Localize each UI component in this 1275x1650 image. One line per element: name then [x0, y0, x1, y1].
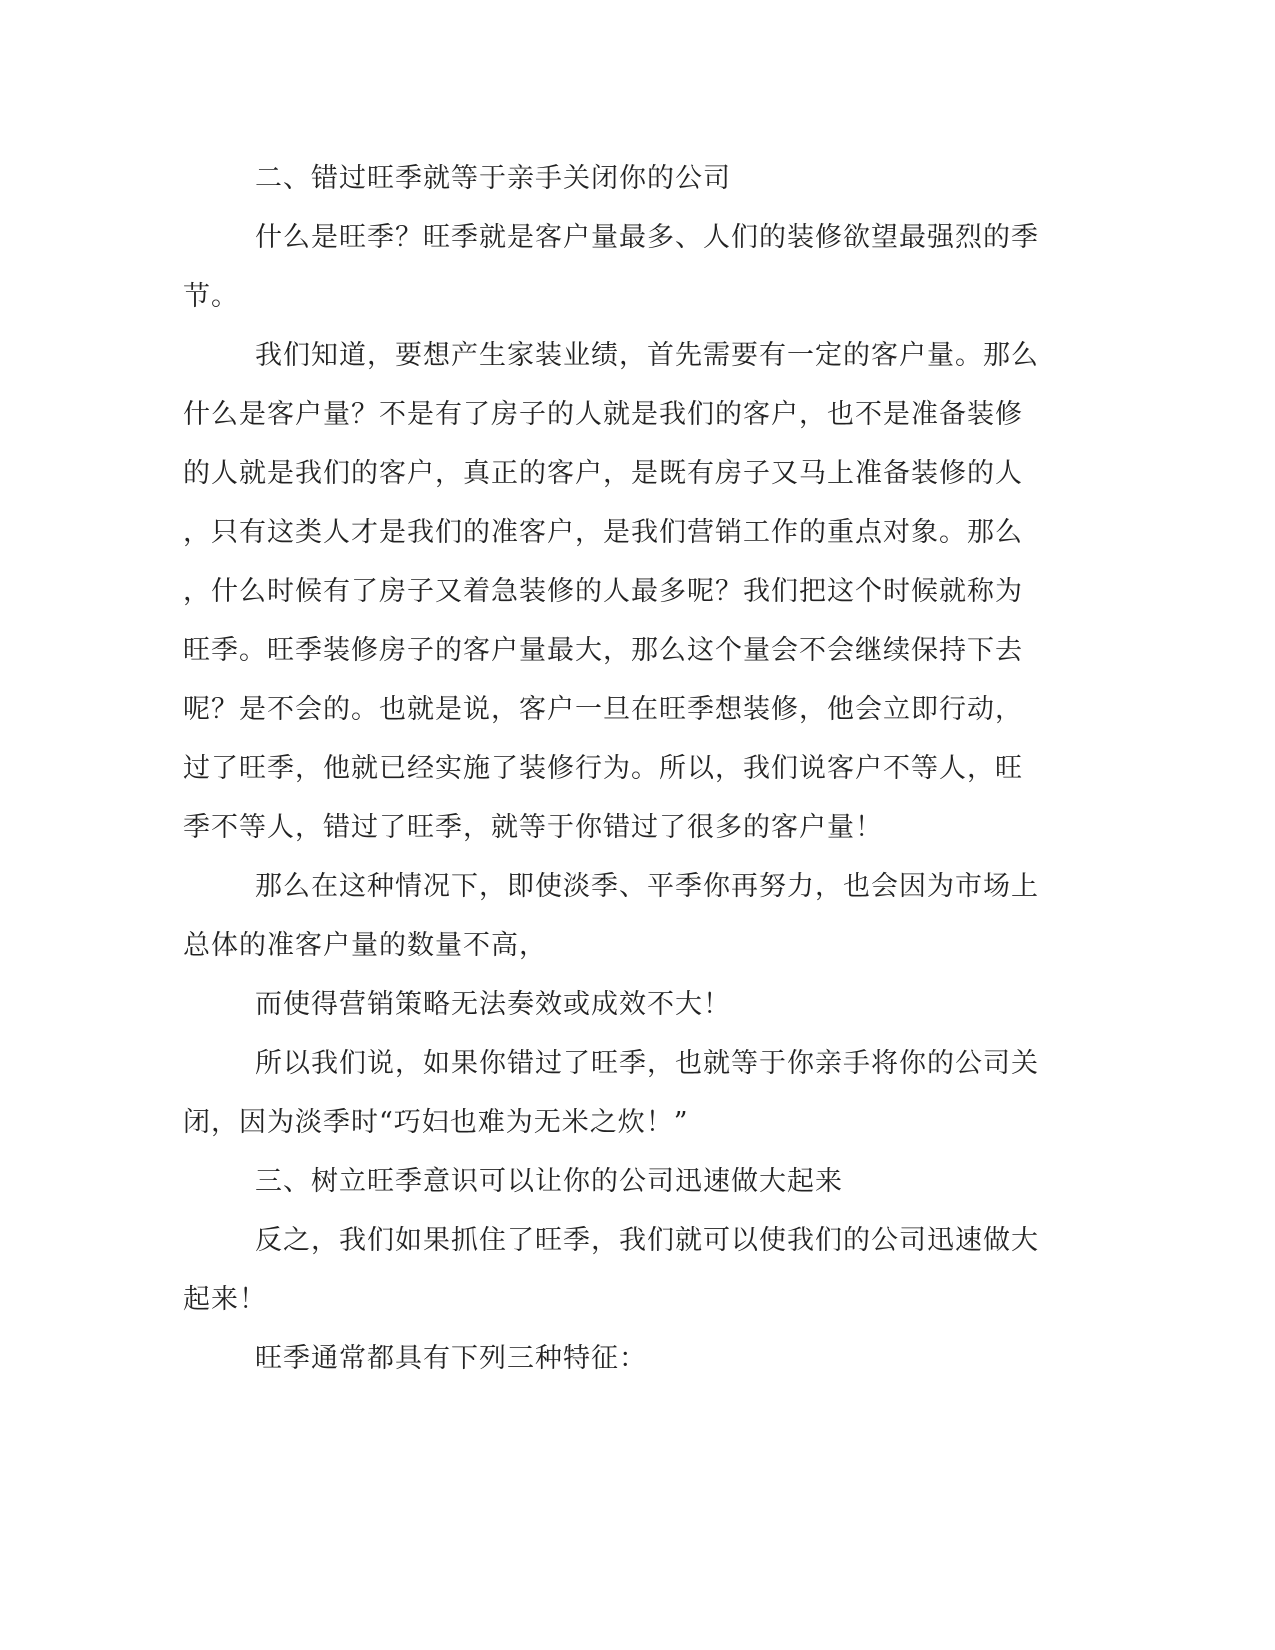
paragraph-line: 呢？是不会的。也就是说，客户一旦在旺季想装修，他会立即行动，: [183, 694, 1023, 725]
paragraph-line: 闭，因为淡季时“巧妇也难为无米之炊！”: [183, 1107, 689, 1138]
paragraph-line: 节。: [183, 281, 239, 312]
paragraph-line: ，什么时候有了房子又着急装修的人最多呢？我们把这个时候就称为: [183, 576, 1023, 607]
paragraph-line: 季不等人，错过了旺季，就等于你错过了很多的客户量！: [183, 812, 883, 843]
paragraph-line: 起来！: [183, 1284, 267, 1315]
paragraph-line: ，只有这类人才是我们的准客户，是我们营销工作的重点对象。那么: [183, 517, 1023, 548]
paragraph-line: 什么是旺季？旺季就是客户量最多、人们的装修欲望最强烈的季: [255, 222, 1039, 253]
paragraph-line: 反之，我们如果抓住了旺季，我们就可以使我们的公司迅速做大: [255, 1225, 1039, 1256]
paragraph-line: 过了旺季，他就已经实施了装修行为。所以，我们说客户不等人，旺: [183, 753, 1023, 784]
paragraph-line: 而使得营销策略无法奏效或成效不大！: [255, 989, 731, 1020]
paragraph-line: 那么在这种情况下，即使淡季、平季你再努力，也会因为市场上: [255, 871, 1039, 902]
paragraph-line: 的人就是我们的客户，真正的客户，是既有房子又马上准备装修的人: [183, 458, 1023, 489]
section-heading: 三、树立旺季意识可以让你的公司迅速做大起来: [255, 1166, 843, 1197]
paragraph-line: 我们知道，要想产生家装业绩，首先需要有一定的客户量。那么: [255, 340, 1039, 371]
paragraph-line: 旺季通常都具有下列三种特征：: [255, 1343, 647, 1374]
paragraph-line: 所以我们说，如果你错过了旺季，也就等于你亲手将你的公司关: [255, 1048, 1039, 1079]
section-heading: 二、错过旺季就等于亲手关闭你的公司: [255, 163, 731, 194]
paragraph-line: 什么是客户量？不是有了房子的人就是我们的客户，也不是准备装修: [183, 399, 1023, 430]
paragraph-line: 总体的准客户量的数量不高，: [183, 930, 547, 961]
paragraph-line: 旺季。旺季装修房子的客户量最大，那么这个量会不会继续保持下去: [183, 635, 1023, 666]
